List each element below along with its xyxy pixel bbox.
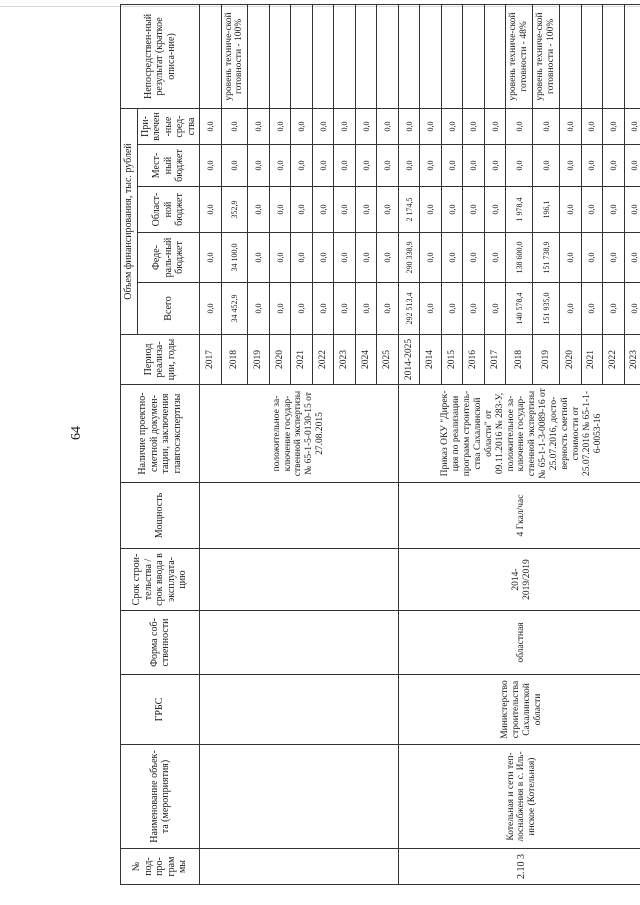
year-cell: 2022 bbox=[603, 335, 625, 385]
local-cell: 0,0 bbox=[334, 145, 356, 187]
local-cell: 0,0 bbox=[560, 145, 582, 187]
federal-cell: 0,0 bbox=[603, 233, 625, 283]
attracted-cell: 0,0 bbox=[248, 108, 270, 144]
block1-num-cell bbox=[200, 849, 399, 885]
federal-cell: 138 600,0 bbox=[506, 233, 533, 283]
header-regional: Област-ной бюджет bbox=[137, 187, 200, 233]
block1-psd: положительное за-ключение государ-ственной экспертизы № 65-1-5-0130-15 от 27.08.2015 bbox=[200, 385, 399, 483]
federal-cell: 34 100,0 bbox=[221, 233, 248, 283]
result-cell bbox=[603, 4, 625, 108]
attracted-cell: 0,0 bbox=[269, 108, 291, 144]
attracted-cell: 0,0 bbox=[291, 108, 313, 144]
regional-cell: 0,0 bbox=[334, 187, 356, 233]
total-cell: 0,0 bbox=[377, 283, 399, 335]
federal-cell: 0,0 bbox=[248, 233, 270, 283]
total-cell: 0,0 bbox=[200, 283, 222, 335]
local-cell: 0,0 bbox=[533, 145, 560, 187]
block2-result-a: уровень техниче-ской готовности - 48% bbox=[506, 4, 533, 108]
attracted-cell: 0,0 bbox=[603, 108, 625, 144]
total-cell: 0,0 bbox=[334, 283, 356, 335]
attracted-cell: 0,0 bbox=[355, 108, 377, 144]
regional-cell: 0,0 bbox=[603, 187, 625, 233]
regional-cell: 0,0 bbox=[463, 187, 485, 233]
total-cell: 0,0 bbox=[291, 283, 313, 335]
attracted-cell: 0,0 bbox=[624, 108, 640, 144]
year-cell: 2017 bbox=[484, 335, 506, 385]
result-cell bbox=[269, 4, 291, 108]
regional-cell: 0,0 bbox=[484, 187, 506, 233]
local-cell: 0,0 bbox=[624, 145, 640, 187]
regional-cell: 352,9 bbox=[221, 187, 248, 233]
year-cell: 2018 bbox=[221, 335, 248, 385]
page-number: 64 bbox=[69, 426, 84, 440]
block2-deadline: 2014-2019/2019 bbox=[398, 549, 640, 611]
attracted-cell: 0,0 bbox=[533, 108, 560, 144]
header-attracted: При-влечен-ные сред-ства bbox=[137, 108, 200, 144]
regional-cell: 0,0 bbox=[355, 187, 377, 233]
regional-cell: 0,0 bbox=[581, 187, 603, 233]
year-cell: 2018 bbox=[506, 335, 533, 385]
table-row bbox=[398, 4, 420, 884]
regional-cell: 0,0 bbox=[269, 187, 291, 233]
block2-psd: Приказ ОКУ "Дирек-ция по реализации программ строитель-ства Сахалинской области" от 09.11.2016 № 283-У, положительное за-ключение государ-ственной экспертизы № 65-1-1-3-0089-16 от 25.07.2016, досто-верность сметной стоимости от 25.07.2016 № 65-1-1-6-0053-16 bbox=[398, 385, 640, 483]
federal-cell: 0,0 bbox=[420, 233, 442, 283]
regional-cell: 0,0 bbox=[420, 187, 442, 233]
year-cell: 2019 bbox=[248, 335, 270, 385]
header-grbs: ГРБС bbox=[121, 675, 200, 745]
block1-result: уровень техниче-ской готовности - 100% bbox=[221, 4, 248, 108]
federal-cell: 0,0 bbox=[581, 233, 603, 283]
total-cell: 0,0 bbox=[463, 283, 485, 335]
result-cell bbox=[624, 4, 640, 108]
rotated-table-wrapper bbox=[120, 5, 640, 885]
result-cell bbox=[420, 4, 442, 108]
header-federal: Феде-раль-ный бюджет bbox=[137, 233, 200, 283]
local-cell: 0,0 bbox=[603, 145, 625, 187]
result-cell bbox=[560, 4, 582, 108]
result-cell bbox=[377, 4, 399, 108]
block2-capacity: 4 Гкал/час bbox=[398, 483, 640, 549]
regional-cell: 0,0 bbox=[377, 187, 399, 233]
attracted-cell: 0,0 bbox=[200, 108, 222, 144]
regional-cell: 0,0 bbox=[624, 187, 640, 233]
header-name: Наименование объек-та (мероприятия) bbox=[121, 745, 200, 849]
year-cell: 2015 bbox=[441, 335, 463, 385]
year-cell: 2024 bbox=[355, 335, 377, 385]
federal-cell: 0,0 bbox=[560, 233, 582, 283]
attracted-cell: 0,0 bbox=[420, 108, 442, 144]
result-cell bbox=[334, 4, 356, 108]
total-cell: 0,0 bbox=[441, 283, 463, 335]
result-cell bbox=[200, 4, 222, 108]
result-cell bbox=[441, 4, 463, 108]
regional-cell: 0,0 bbox=[560, 187, 582, 233]
table-body bbox=[200, 4, 640, 884]
header-capacity: Мощность bbox=[121, 483, 200, 549]
result-cell bbox=[248, 4, 270, 108]
year-cell: 2020 bbox=[269, 335, 291, 385]
result-cell bbox=[291, 4, 313, 108]
result-cell bbox=[463, 4, 485, 108]
block2-num: 2.10 3 bbox=[398, 849, 640, 885]
local-cell: 0,0 bbox=[377, 145, 399, 187]
federal-cell: 0,0 bbox=[463, 233, 485, 283]
result-cell bbox=[581, 4, 603, 108]
attracted-cell: 0,0 bbox=[377, 108, 399, 144]
header-ownership: Форма соб-ственности bbox=[121, 611, 200, 675]
total-cell: 0,0 bbox=[603, 283, 625, 335]
result-cell bbox=[398, 4, 420, 108]
regional-cell: 0,0 bbox=[291, 187, 313, 233]
financing-table bbox=[120, 4, 640, 885]
year-cell: 2021 bbox=[581, 335, 603, 385]
year-cell: 2023 bbox=[624, 335, 640, 385]
federal-cell: 0,0 bbox=[484, 233, 506, 283]
federal-cell: 0,0 bbox=[355, 233, 377, 283]
header-funding-group: Объем финансирования, тыс. рублей bbox=[121, 108, 138, 334]
attracted-cell: 0,0 bbox=[581, 108, 603, 144]
local-cell: 0,0 bbox=[221, 145, 248, 187]
regional-cell: 0,0 bbox=[248, 187, 270, 233]
year-cell: 2017 bbox=[200, 335, 222, 385]
total-cell: 0,0 bbox=[248, 283, 270, 335]
local-cell: 0,0 bbox=[248, 145, 270, 187]
total-cell: 0,0 bbox=[624, 283, 640, 335]
local-cell: 0,0 bbox=[506, 145, 533, 187]
block2-result-b: уровень техниче-ской готовности - 100% bbox=[533, 4, 560, 108]
attracted-cell: 0,0 bbox=[506, 108, 533, 144]
attracted-cell: 0,0 bbox=[398, 108, 420, 144]
total-cell: 292 513,4 bbox=[398, 283, 420, 335]
local-cell: 0,0 bbox=[291, 145, 313, 187]
local-cell: 0,0 bbox=[581, 145, 603, 187]
local-cell: 0,0 bbox=[200, 145, 222, 187]
federal-cell: 290 338,9 bbox=[398, 233, 420, 283]
result-cell bbox=[312, 4, 334, 108]
table-row bbox=[200, 4, 222, 884]
federal-cell: 0,0 bbox=[312, 233, 334, 283]
federal-cell: 0,0 bbox=[269, 233, 291, 283]
regional-cell: 2 174,5 bbox=[398, 187, 420, 233]
attracted-cell: 0,0 bbox=[312, 108, 334, 144]
regional-cell: 0,0 bbox=[312, 187, 334, 233]
regional-cell: 0,0 bbox=[441, 187, 463, 233]
attracted-cell: 0,0 bbox=[560, 108, 582, 144]
federal-cell: 0,0 bbox=[624, 233, 640, 283]
header-num: № под-про-грам мы bbox=[121, 849, 200, 885]
year-cell: 2014 bbox=[420, 335, 442, 385]
total-cell: 0,0 bbox=[312, 283, 334, 335]
local-cell: 0,0 bbox=[355, 145, 377, 187]
total-cell: 140 578,4 bbox=[506, 283, 533, 335]
header-psd: Наличие проектно-сметной докумен-тации, заключения главгосэкспертизы bbox=[121, 385, 200, 483]
local-cell: 0,0 bbox=[312, 145, 334, 187]
year-cell: 2025 bbox=[377, 335, 399, 385]
block1-capacity-cell bbox=[200, 483, 399, 549]
header-result: Непосредствен-ный результат (краткое описа-ние) bbox=[121, 4, 200, 108]
result-cell bbox=[355, 4, 377, 108]
total-cell: 0,0 bbox=[484, 283, 506, 335]
attracted-cell: 0,0 bbox=[334, 108, 356, 144]
total-cell: 0,0 bbox=[355, 283, 377, 335]
year-cell: 2023 bbox=[334, 335, 356, 385]
federal-cell: 0,0 bbox=[377, 233, 399, 283]
regional-cell: 196,1 bbox=[533, 187, 560, 233]
total-cell: 0,0 bbox=[269, 283, 291, 335]
block1-name-cell bbox=[200, 745, 399, 849]
block2-grbs: Министерство строительства Сахалинской области bbox=[398, 675, 640, 745]
block2-name: Котельная и сети теп-лоснабжения в с. Иль-инское (Котельная) bbox=[398, 745, 640, 849]
local-cell: 0,0 bbox=[484, 145, 506, 187]
header-total: Всего bbox=[137, 283, 200, 335]
attracted-cell: 0,0 bbox=[221, 108, 248, 144]
attracted-cell: 0,0 bbox=[441, 108, 463, 144]
year-cell: 2020 bbox=[560, 335, 582, 385]
block2-ownership: областная bbox=[398, 611, 640, 675]
federal-cell: 0,0 bbox=[441, 233, 463, 283]
regional-cell: 0,0 bbox=[200, 187, 222, 233]
header-local: Мест-ный бюджет bbox=[137, 145, 200, 187]
result-cell bbox=[484, 4, 506, 108]
attracted-cell: 0,0 bbox=[484, 108, 506, 144]
federal-cell: 0,0 bbox=[200, 233, 222, 283]
federal-cell: 0,0 bbox=[334, 233, 356, 283]
attracted-cell: 0,0 bbox=[463, 108, 485, 144]
local-cell: 0,0 bbox=[398, 145, 420, 187]
local-cell: 0,0 bbox=[441, 145, 463, 187]
total-cell: 34 452,9 bbox=[221, 283, 248, 335]
regional-cell: 1 978,4 bbox=[506, 187, 533, 233]
total-cell: 151 935,0 bbox=[533, 283, 560, 335]
year-cell: 2022 bbox=[312, 335, 334, 385]
block1-grbs-cell bbox=[200, 675, 399, 745]
year-cell: 2021 bbox=[291, 335, 313, 385]
federal-cell: 151 738,9 bbox=[533, 233, 560, 283]
table-header bbox=[121, 4, 200, 884]
local-cell: 0,0 bbox=[269, 145, 291, 187]
year-cell: 2014-2025 bbox=[398, 335, 420, 385]
block1-deadline-cell bbox=[200, 549, 399, 611]
federal-cell: 0,0 bbox=[291, 233, 313, 283]
block1-ownership-cell bbox=[200, 611, 399, 675]
year-cell: 2016 bbox=[463, 335, 485, 385]
total-cell: 0,0 bbox=[560, 283, 582, 335]
local-cell: 0,0 bbox=[463, 145, 485, 187]
header-period: Период реализа-ции, годы bbox=[121, 335, 200, 385]
total-cell: 0,0 bbox=[581, 283, 603, 335]
local-cell: 0,0 bbox=[420, 145, 442, 187]
header-deadline: Срок строи-тельства / срок ввода в эксплуата-цию bbox=[121, 549, 200, 611]
total-cell: 0,0 bbox=[420, 283, 442, 335]
year-cell: 2019 bbox=[533, 335, 560, 385]
